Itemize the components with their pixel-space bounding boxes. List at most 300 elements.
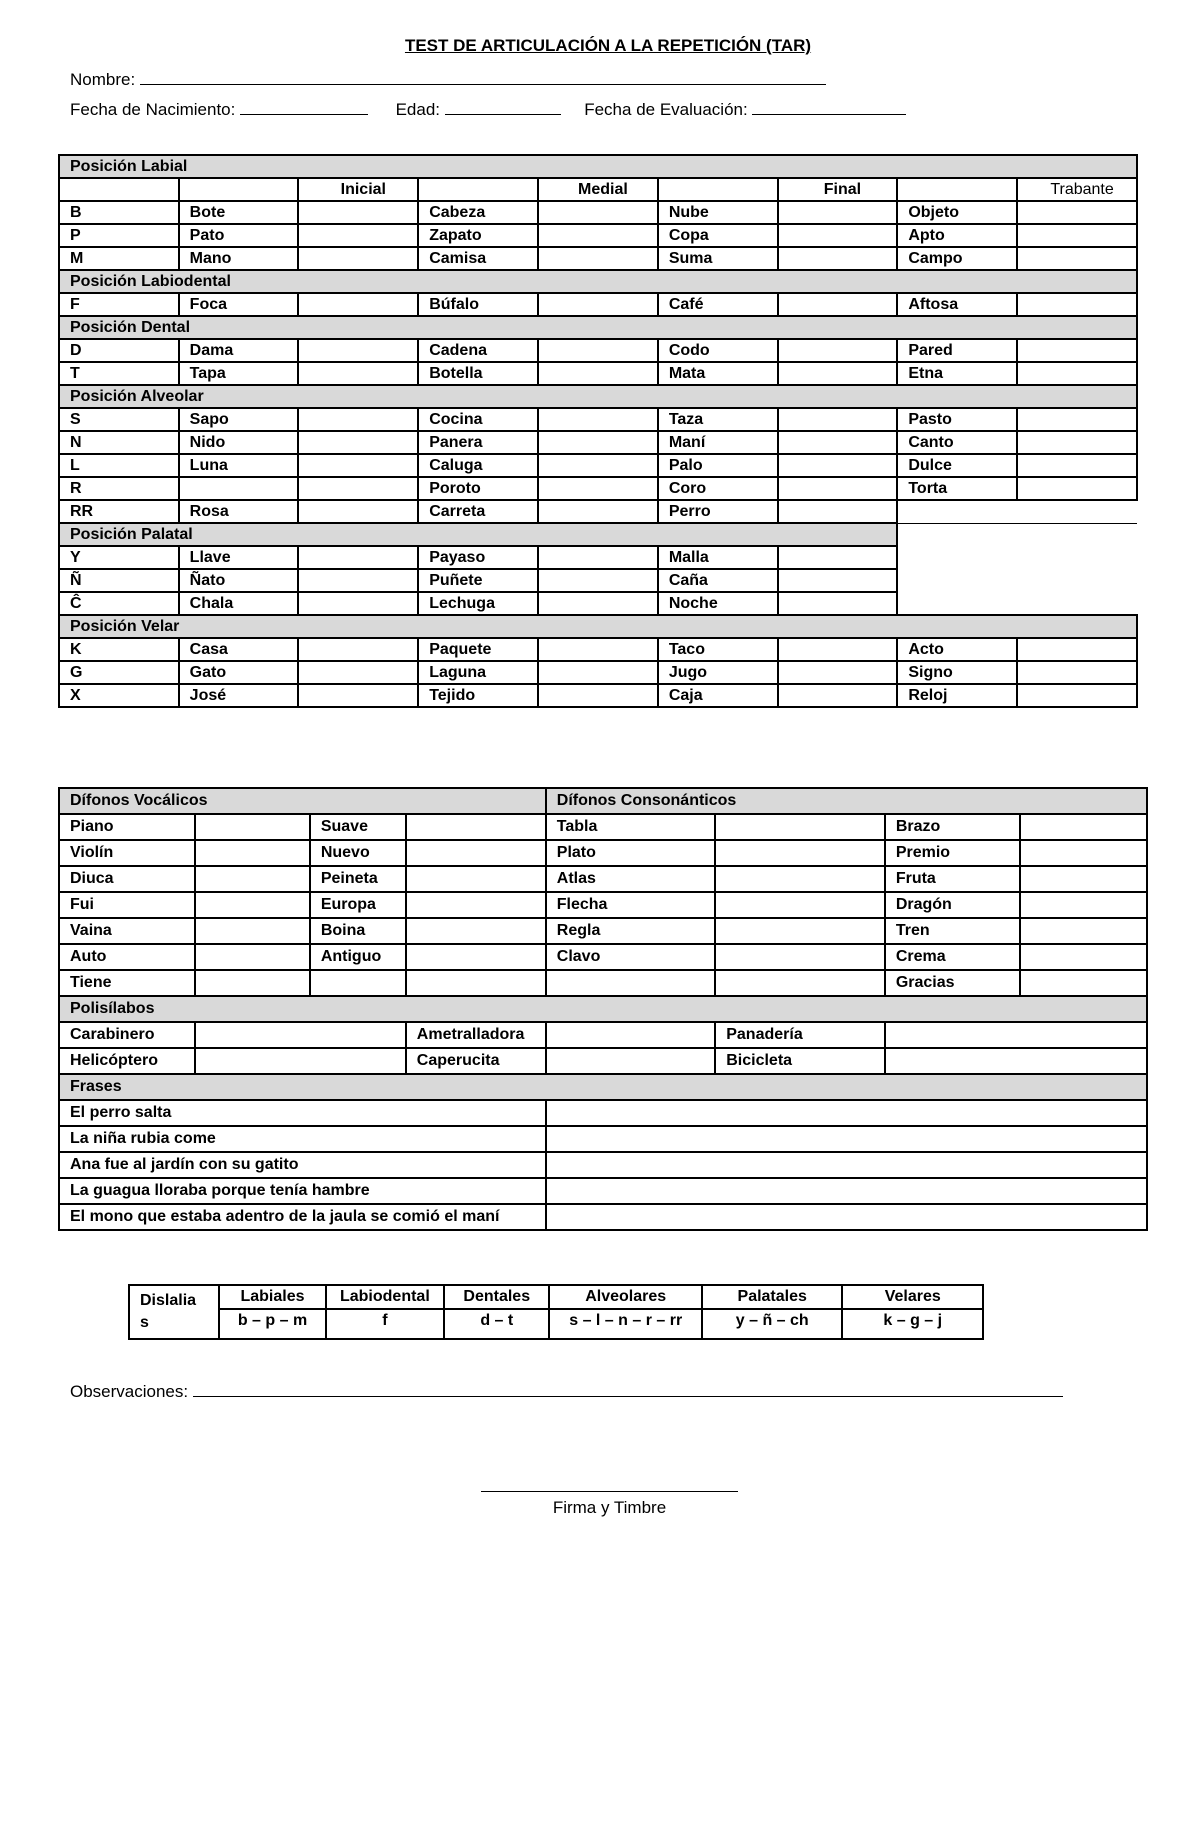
- word: Nube: [658, 201, 778, 224]
- word: Antiguo: [310, 944, 406, 970]
- answer-cell[interactable]: [1017, 293, 1137, 316]
- word: Nido: [179, 431, 299, 454]
- answer-cell[interactable]: [778, 201, 898, 224]
- section-polisilabos: Polisílabos: [59, 996, 1147, 1022]
- answer-cell[interactable]: [778, 247, 898, 270]
- word: Diuca: [59, 866, 195, 892]
- answer-cell[interactable]: [1017, 247, 1137, 270]
- signature-label: Firma y Timbre: [552, 1498, 667, 1517]
- word: Jugo: [658, 661, 778, 684]
- word: Nuevo: [310, 840, 406, 866]
- word: Copa: [658, 224, 778, 247]
- section-palatal: Posición Palatal: [59, 523, 897, 546]
- table-row: [59, 408, 1137, 431]
- answer-cell[interactable]: [1017, 224, 1137, 247]
- table-row: [59, 454, 1137, 477]
- answer-cell[interactable]: [715, 918, 885, 944]
- answer-cell[interactable]: [298, 638, 418, 661]
- answer-cell[interactable]: [195, 1022, 406, 1048]
- header-row: [59, 178, 1137, 201]
- answer-cell[interactable]: [546, 1204, 1147, 1230]
- header-inicial: Inicial: [298, 178, 418, 201]
- answer-cell[interactable]: [195, 892, 310, 918]
- answer-cell[interactable]: [298, 339, 418, 362]
- answer-cell[interactable]: [1020, 918, 1147, 944]
- word: Tren: [885, 918, 1020, 944]
- word: Luna: [179, 454, 299, 477]
- answer-cell[interactable]: [546, 1152, 1147, 1178]
- word: Búfalo: [418, 293, 538, 316]
- answer-cell[interactable]: [778, 454, 898, 477]
- answer-cell[interactable]: [406, 970, 546, 996]
- word: Botella: [418, 362, 538, 385]
- value-labiales[interactable]: b – p – m: [219, 1309, 325, 1339]
- word: Panera: [418, 431, 538, 454]
- answer-cell[interactable]: [1020, 814, 1147, 840]
- word: Peineta: [310, 866, 406, 892]
- word: Pared: [897, 339, 1017, 362]
- word: Sapo: [179, 408, 299, 431]
- answer-cell[interactable]: [546, 1178, 1147, 1204]
- answer-cell[interactable]: [298, 592, 418, 615]
- answer-cell[interactable]: [298, 293, 418, 316]
- phrase: El perro salta: [59, 1100, 546, 1126]
- word: Chala: [179, 592, 299, 615]
- fecha-nacimiento-label: Fecha de Nacimiento:: [70, 100, 236, 119]
- section-alveolar: Posición Alveolar: [59, 385, 1137, 408]
- header-labiodental: Labiodental: [326, 1285, 444, 1309]
- phoneme: N: [59, 431, 179, 454]
- answer-cell[interactable]: [715, 814, 885, 840]
- section-labial: Posición Labial: [59, 155, 1137, 178]
- word: Pasto: [897, 408, 1017, 431]
- table-row: [59, 638, 1137, 661]
- dislalias-label: [129, 1285, 219, 1339]
- table-row: [59, 477, 1137, 500]
- table-row: [59, 431, 1137, 454]
- answer-cell[interactable]: [298, 362, 418, 385]
- answer-cell[interactable]: [715, 944, 885, 970]
- answer-cell[interactable]: [406, 944, 546, 970]
- answer-cell[interactable]: [406, 840, 546, 866]
- edad-label: Edad:: [395, 100, 441, 119]
- table-row: [59, 201, 1137, 224]
- answer-cell[interactable]: [778, 362, 898, 385]
- word: Crema: [885, 944, 1020, 970]
- answer-cell[interactable]: [1017, 201, 1137, 224]
- answer-cell[interactable]: [885, 1022, 1147, 1048]
- answer-cell[interactable]: [778, 500, 898, 523]
- word: Mano: [179, 247, 299, 270]
- dates-row: [70, 98, 906, 120]
- table-row: [59, 362, 1137, 385]
- answer-cell[interactable]: [778, 224, 898, 247]
- dislalias-label-line1: Dislalia: [140, 1292, 197, 1309]
- table-row: [59, 944, 1147, 970]
- answer-cell[interactable]: [538, 500, 658, 523]
- answer-cell[interactable]: [778, 638, 898, 661]
- answer-cell[interactable]: [406, 866, 546, 892]
- word: Plato: [546, 840, 715, 866]
- word: Etna: [897, 362, 1017, 385]
- word: Poroto: [418, 477, 538, 500]
- answer-cell[interactable]: [298, 454, 418, 477]
- word: Ametralladora: [406, 1022, 546, 1048]
- word: Paquete: [418, 638, 538, 661]
- phoneme: RR: [59, 500, 179, 523]
- answer-cell[interactable]: [406, 892, 546, 918]
- answer-cell[interactable]: [538, 638, 658, 661]
- table-row: [59, 814, 1147, 840]
- answer-cell[interactable]: [778, 569, 898, 592]
- word: Auto: [59, 944, 195, 970]
- word: Clavo: [546, 944, 715, 970]
- value-alveolares[interactable]: s – l – n – r – rr: [549, 1309, 702, 1339]
- word: Camisa: [418, 247, 538, 270]
- word: Puñete: [418, 569, 538, 592]
- answer-cell[interactable]: [1020, 944, 1147, 970]
- word: Café: [658, 293, 778, 316]
- answer-cell[interactable]: [406, 918, 546, 944]
- answer-cell[interactable]: [1017, 477, 1137, 500]
- phoneme: F: [59, 293, 179, 316]
- word: Palo: [658, 454, 778, 477]
- table-row: [59, 840, 1147, 866]
- table-row: [59, 1048, 1147, 1074]
- value-palatales[interactable]: y – ñ – ch: [702, 1309, 842, 1339]
- section-labiodental: Posición Labiodental: [59, 270, 1137, 293]
- answer-cell[interactable]: [538, 201, 658, 224]
- answer-cell[interactable]: [538, 684, 658, 707]
- answer-cell[interactable]: [195, 970, 310, 996]
- value-dentales[interactable]: d – t: [444, 1309, 549, 1339]
- word: Vaina: [59, 918, 195, 944]
- phrase: La niña rubia come: [59, 1126, 546, 1152]
- word: Dragón: [885, 892, 1020, 918]
- answer-cell[interactable]: [298, 431, 418, 454]
- edad-field[interactable]: [445, 98, 561, 115]
- observaciones-field[interactable]: [193, 1380, 1063, 1397]
- word: Llave: [179, 546, 299, 569]
- header-medial: Medial: [538, 178, 658, 201]
- word: Bicicleta: [715, 1048, 885, 1074]
- phoneme: P: [59, 224, 179, 247]
- word: Boina: [310, 918, 406, 944]
- answer-cell[interactable]: [538, 546, 658, 569]
- word: Suma: [658, 247, 778, 270]
- header-final: Final: [778, 178, 898, 201]
- table-row: [59, 661, 1137, 684]
- answer-cell[interactable]: [1017, 638, 1137, 661]
- word: Lechuga: [418, 592, 538, 615]
- table-row: [59, 1022, 1147, 1048]
- word: Taco: [658, 638, 778, 661]
- nombre-label: Nombre:: [70, 70, 136, 89]
- word: Brazo: [885, 814, 1020, 840]
- word: Canto: [897, 431, 1017, 454]
- table-row: [59, 918, 1147, 944]
- word: Taza: [658, 408, 778, 431]
- nombre-field[interactable]: [140, 68, 826, 85]
- word: Fui: [59, 892, 195, 918]
- section-difonos-consonanticos: Dífonos Consonánticos: [546, 788, 1147, 814]
- word: Fruta: [885, 866, 1020, 892]
- answer-cell[interactable]: [715, 866, 885, 892]
- answer-cell[interactable]: [538, 454, 658, 477]
- table-row: [59, 1152, 1147, 1178]
- answer-cell[interactable]: [538, 247, 658, 270]
- word: Zapato: [418, 224, 538, 247]
- answer-cell[interactable]: [538, 293, 658, 316]
- section-difonos-vocalicos: Dífonos Vocálicos: [59, 788, 546, 814]
- header-dentales: Dentales: [444, 1285, 549, 1309]
- word: Maní: [658, 431, 778, 454]
- value-labiodental[interactable]: f: [326, 1309, 444, 1339]
- answer-cell[interactable]: [778, 592, 898, 615]
- answer-cell[interactable]: [538, 339, 658, 362]
- word: Torta: [897, 477, 1017, 500]
- answer-cell[interactable]: [538, 661, 658, 684]
- answer-cell[interactable]: [546, 1048, 715, 1074]
- phrase: El mono que estaba adentro de la jaula se comió el maní: [59, 1204, 546, 1230]
- word: Reloj: [897, 684, 1017, 707]
- answer-cell[interactable]: [298, 224, 418, 247]
- nombre-row: [70, 68, 826, 90]
- answer-cell[interactable]: [778, 684, 898, 707]
- table-row: [59, 1126, 1147, 1152]
- table-row: [59, 247, 1137, 270]
- answer-cell[interactable]: [195, 918, 310, 944]
- answer-cell[interactable]: [546, 1022, 715, 1048]
- answer-cell[interactable]: [538, 224, 658, 247]
- answer-cell[interactable]: [715, 892, 885, 918]
- word: Noche: [658, 592, 778, 615]
- table-row: [59, 1100, 1147, 1126]
- phoneme: T: [59, 362, 179, 385]
- answer-cell[interactable]: [1017, 454, 1137, 477]
- word: Apto: [897, 224, 1017, 247]
- answer-cell[interactable]: [298, 569, 418, 592]
- answer-cell[interactable]: [715, 970, 885, 996]
- phoneme: M: [59, 247, 179, 270]
- phoneme: R: [59, 477, 179, 500]
- answer-cell[interactable]: [538, 362, 658, 385]
- word: José: [179, 684, 299, 707]
- word: [179, 477, 299, 500]
- section-velar: Posición Velar: [59, 615, 1137, 638]
- word: Cadena: [418, 339, 538, 362]
- phrase: Ana fue al jardín con su gatito: [59, 1152, 546, 1178]
- word: Helicóptero: [59, 1048, 195, 1074]
- observaciones-label: Observaciones:: [70, 1382, 189, 1401]
- answer-cell[interactable]: [1017, 684, 1137, 707]
- answer-cell[interactable]: [885, 1048, 1147, 1074]
- answer-cell[interactable]: [1020, 970, 1147, 996]
- table-row: [59, 684, 1137, 707]
- answer-cell[interactable]: [1020, 866, 1147, 892]
- fecha-evaluacion-label: Fecha de Evaluación:: [584, 100, 748, 119]
- word: Rosa: [179, 500, 299, 523]
- answer-cell[interactable]: [195, 866, 310, 892]
- word: Cocina: [418, 408, 538, 431]
- answer-cell[interactable]: [538, 477, 658, 500]
- phoneme: L: [59, 454, 179, 477]
- answer-cell[interactable]: [538, 592, 658, 615]
- answer-cell[interactable]: [1017, 431, 1137, 454]
- answer-cell[interactable]: [778, 408, 898, 431]
- word: Violín: [59, 840, 195, 866]
- table-row: [59, 970, 1147, 996]
- word: Piano: [59, 814, 195, 840]
- answer-cell[interactable]: [195, 1048, 406, 1074]
- answer-cell[interactable]: [778, 339, 898, 362]
- answer-cell[interactable]: [778, 431, 898, 454]
- word: Premio: [885, 840, 1020, 866]
- answer-cell[interactable]: [778, 546, 898, 569]
- word: Laguna: [418, 661, 538, 684]
- header-velares: Velares: [842, 1285, 983, 1309]
- word: Dulce: [897, 454, 1017, 477]
- word: Dama: [179, 339, 299, 362]
- word: Carabinero: [59, 1022, 195, 1048]
- word: Caluga: [418, 454, 538, 477]
- answer-cell[interactable]: [195, 944, 310, 970]
- header-palatales: Palatales: [702, 1285, 842, 1309]
- table-row: [59, 1204, 1147, 1230]
- header-labiales: Labiales: [219, 1285, 325, 1309]
- phoneme: Ñ: [59, 569, 179, 592]
- word: Coro: [658, 477, 778, 500]
- table-row: [59, 866, 1147, 892]
- answer-cell[interactable]: [715, 840, 885, 866]
- word: Atlas: [546, 866, 715, 892]
- answer-cell[interactable]: [778, 661, 898, 684]
- answer-cell[interactable]: [1017, 339, 1137, 362]
- word: Tabla: [546, 814, 715, 840]
- answer-cell[interactable]: [538, 431, 658, 454]
- answer-cell[interactable]: [1020, 840, 1147, 866]
- word: Gracias: [885, 970, 1020, 996]
- table-row: [59, 224, 1137, 247]
- word: Bote: [179, 201, 299, 224]
- fecha-evaluacion-field[interactable]: [752, 98, 906, 115]
- dislalias-table: [128, 1284, 984, 1340]
- word: Flecha: [546, 892, 715, 918]
- positions-table: [58, 154, 1138, 708]
- word: Malla: [658, 546, 778, 569]
- observaciones-row: [70, 1380, 1063, 1402]
- answer-cell[interactable]: [298, 477, 418, 500]
- fecha-nacimiento-field[interactable]: [240, 98, 368, 115]
- difonos-table: [58, 787, 1148, 1231]
- answer-cell[interactable]: [298, 247, 418, 270]
- answer-cell[interactable]: [298, 661, 418, 684]
- table-row: [59, 339, 1137, 362]
- word: Panadería: [715, 1022, 885, 1048]
- word: Suave: [310, 814, 406, 840]
- phoneme: S: [59, 408, 179, 431]
- answer-cell[interactable]: [298, 684, 418, 707]
- answer-cell[interactable]: [1020, 892, 1147, 918]
- answer-cell[interactable]: [298, 408, 418, 431]
- word: Tejido: [418, 684, 538, 707]
- answer-cell[interactable]: [1017, 408, 1137, 431]
- signature-line[interactable]: [481, 1491, 738, 1492]
- word: Ñato: [179, 569, 299, 592]
- phoneme: Y: [59, 546, 179, 569]
- word: Caña: [658, 569, 778, 592]
- answer-cell[interactable]: [1017, 661, 1137, 684]
- word: Tiene: [59, 970, 195, 996]
- table-row: [59, 1178, 1147, 1204]
- answer-cell[interactable]: [778, 293, 898, 316]
- phoneme: X: [59, 684, 179, 707]
- phoneme: G: [59, 661, 179, 684]
- word: Europa: [310, 892, 406, 918]
- document-title: TEST DE ARTICULACIÓN A LA REPETICIÓN (TAR): [404, 36, 812, 55]
- word: Campo: [897, 247, 1017, 270]
- table-row: [59, 500, 1137, 523]
- answer-cell[interactable]: [298, 500, 418, 523]
- header-alveolares: Alveolares: [549, 1285, 702, 1309]
- word: Acto: [897, 638, 1017, 661]
- word: Carreta: [418, 500, 538, 523]
- word: [546, 970, 715, 996]
- word: Mata: [658, 362, 778, 385]
- answer-cell[interactable]: [538, 408, 658, 431]
- phoneme: D: [59, 339, 179, 362]
- word: Tapa: [179, 362, 299, 385]
- word: Pato: [179, 224, 299, 247]
- section-frases: Frases: [59, 1074, 1147, 1100]
- table-row: [59, 892, 1147, 918]
- word: Cabeza: [418, 201, 538, 224]
- answer-cell[interactable]: [406, 814, 546, 840]
- dislalias-label-line2: s: [140, 1314, 149, 1331]
- phrase: La guagua lloraba porque tenía hambre: [59, 1178, 546, 1204]
- word: Aftosa: [897, 293, 1017, 316]
- word: Regla: [546, 918, 715, 944]
- word: Payaso: [418, 546, 538, 569]
- word: Caja: [658, 684, 778, 707]
- phoneme: K: [59, 638, 179, 661]
- section-dental: Posición Dental: [59, 316, 1137, 339]
- word: Caperucita: [406, 1048, 546, 1074]
- answer-cell[interactable]: [298, 201, 418, 224]
- word: Gato: [179, 661, 299, 684]
- table-row: [59, 293, 1137, 316]
- answer-cell[interactable]: [538, 569, 658, 592]
- answer-cell[interactable]: [778, 477, 898, 500]
- answer-cell[interactable]: [195, 840, 310, 866]
- word: Foca: [179, 293, 299, 316]
- answer-cell[interactable]: [1017, 362, 1137, 385]
- word: Perro: [658, 500, 778, 523]
- word: Objeto: [897, 201, 1017, 224]
- word: Codo: [658, 339, 778, 362]
- phoneme: Ĉ: [59, 592, 179, 615]
- word: Signo: [897, 661, 1017, 684]
- word: [310, 970, 406, 996]
- phoneme: B: [59, 201, 179, 224]
- answer-cell[interactable]: [546, 1100, 1147, 1126]
- answer-cell[interactable]: [195, 814, 310, 840]
- answer-cell[interactable]: [546, 1126, 1147, 1152]
- header-trabante: Trabante: [1017, 178, 1137, 201]
- answer-cell[interactable]: [298, 546, 418, 569]
- word: Casa: [179, 638, 299, 661]
- value-velares[interactable]: k – g – j: [842, 1309, 983, 1339]
